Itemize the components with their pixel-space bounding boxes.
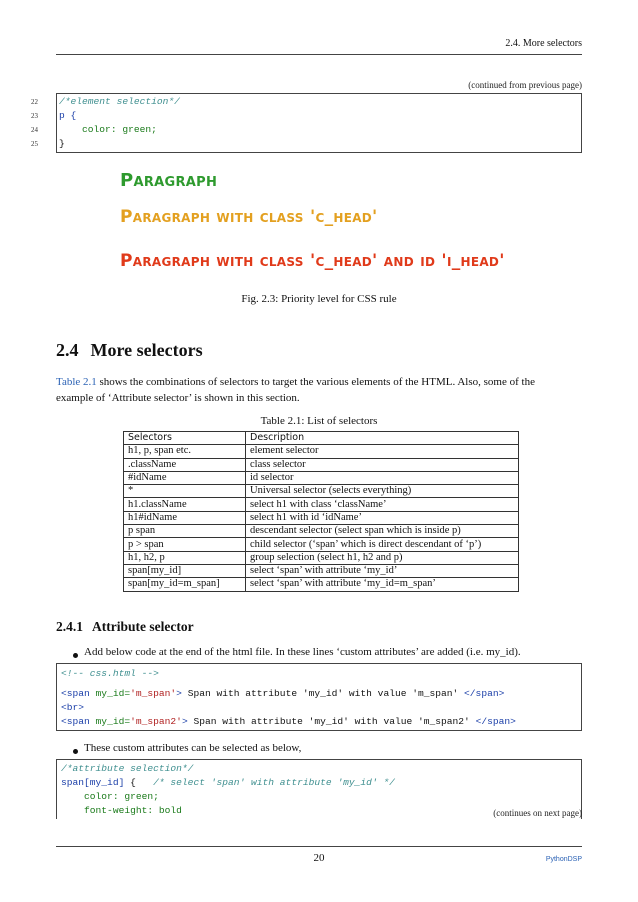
table-cell: select ‘span’ with attribute ‘my_id=m_span’ [246,578,519,591]
subsection-number: 2.4.1 [56,619,83,634]
page-number: 20 [313,852,325,864]
footer-rule [56,846,582,847]
table-cell: group selection (select h1, h2 and p) [246,551,519,564]
code-comment: <!-- css.html --> [61,668,159,679]
table-row [124,471,519,484]
code-selector: p { [59,110,77,121]
code-comment: /*attribute selection*/ [61,763,194,774]
table-cell: select h1 with id ‘idName’ [246,511,519,524]
table-row [124,564,519,577]
table-cell: h1, h2, p [124,551,246,564]
code-comment: /*element selection*/ [59,96,180,107]
table-header-selectors: Selectors [124,432,246,445]
table-row [124,578,519,591]
table-cell: .className [124,458,246,471]
table-cell: p span [124,525,246,538]
section-number: 2.4 [56,340,79,360]
table-cell: Universal selector (selects everything) [246,485,519,498]
table-cell: span[my_id=m_span] [124,578,246,591]
code-property: color: green; [59,124,157,135]
line-number: 24 [31,126,38,134]
table-cell: #idName [124,471,246,484]
bullet-text: Add below code at the end of the html file. In these lines ‘custom attributes’ are added (i.e. my_id). [84,646,521,658]
section-title-text: More selectors [90,340,203,360]
intro-paragraph [56,374,582,406]
continues-label: (continues on next page) [493,808,582,818]
code-line-selector: span[my_id] { /* select 'span' with attribute 'my_id' */ [61,777,395,788]
subsection-title-text: Attribute selector [92,619,194,634]
figure-paragraph-green: Paragraph [120,170,218,191]
table-cell: h1.className [124,498,246,511]
table-row [124,445,519,458]
bullet-icon [73,749,78,754]
figure-caption: Fig. 2.3: Priority level for CSS rule [241,293,397,305]
intro-text-line2: example of ‘Attribute selector’ is shown in this section. [56,392,300,404]
table-row [124,538,519,551]
table-row [124,458,519,471]
figure-paragraph-class: Paragraph with class 'c_head' [120,207,378,227]
table-cell: h1, p, span etc. [124,445,246,458]
table-header-row [124,432,519,445]
table-cell: p > span [124,538,246,551]
code-property: font-weight: bold [61,805,182,816]
line-number: 23 [31,112,38,120]
table-row [124,525,519,538]
code-block-css-element [31,93,582,153]
code-line-span1: <span my_id='m_span'> Span with attribute 'my_id' with value 'm_span' </span> [61,688,505,699]
running-header: 2.4. More selectors [505,38,582,49]
table-row [124,485,519,498]
table-cell: span[my_id] [124,564,246,577]
code-brace: } [59,138,65,149]
bullet-icon [73,653,78,658]
subsection-title [56,619,194,635]
table-header-description: Description [246,432,519,445]
selector-table [123,431,519,592]
section-title [56,340,203,361]
table-cell: descendant selector (select span which is inside p) [246,525,519,538]
figure-paragraph-class-id: Paragraph with class 'c_head' and id 'i_head' [120,251,505,271]
line-number: 25 [31,140,38,148]
code-line-span2: <span my_id='m_span2'> Span with attribute 'my_id' with value 'm_span2' </span> [61,716,516,727]
footer-brand: PythonDSP [545,856,582,863]
intro-text: shows the combinations of selectors to target the various elements of the HTML. Also, some of the [96,376,535,388]
code-property: color: green; [61,791,159,802]
header-rule [56,54,582,55]
continued-label: (continued from previous page) [468,80,582,90]
table-cell: select ‘span’ with attribute ‘my_id’ [246,564,519,577]
table-cell: * [124,485,246,498]
table-cell: h1#idName [124,511,246,524]
line-number: 22 [31,98,38,106]
table-cell: id selector [246,471,519,484]
bullet-text: These custom attributes can be selected as below, [84,742,302,754]
table-reference-link[interactable]: Table 2.1 [56,376,97,388]
table-caption: Table 2.1: List of selectors [260,415,378,427]
table-row [124,511,519,524]
table-cell: class selector [246,458,519,471]
code-line-br: <br> [61,702,85,713]
table-row [124,498,519,511]
table-cell: select h1 with class ‘className’ [246,498,519,511]
table-cell: child selector (‘span’ which is direct descendant of ‘p’) [246,538,519,551]
table-row [124,551,519,564]
code-block-html [56,663,582,731]
table-cell: element selector [246,445,519,458]
